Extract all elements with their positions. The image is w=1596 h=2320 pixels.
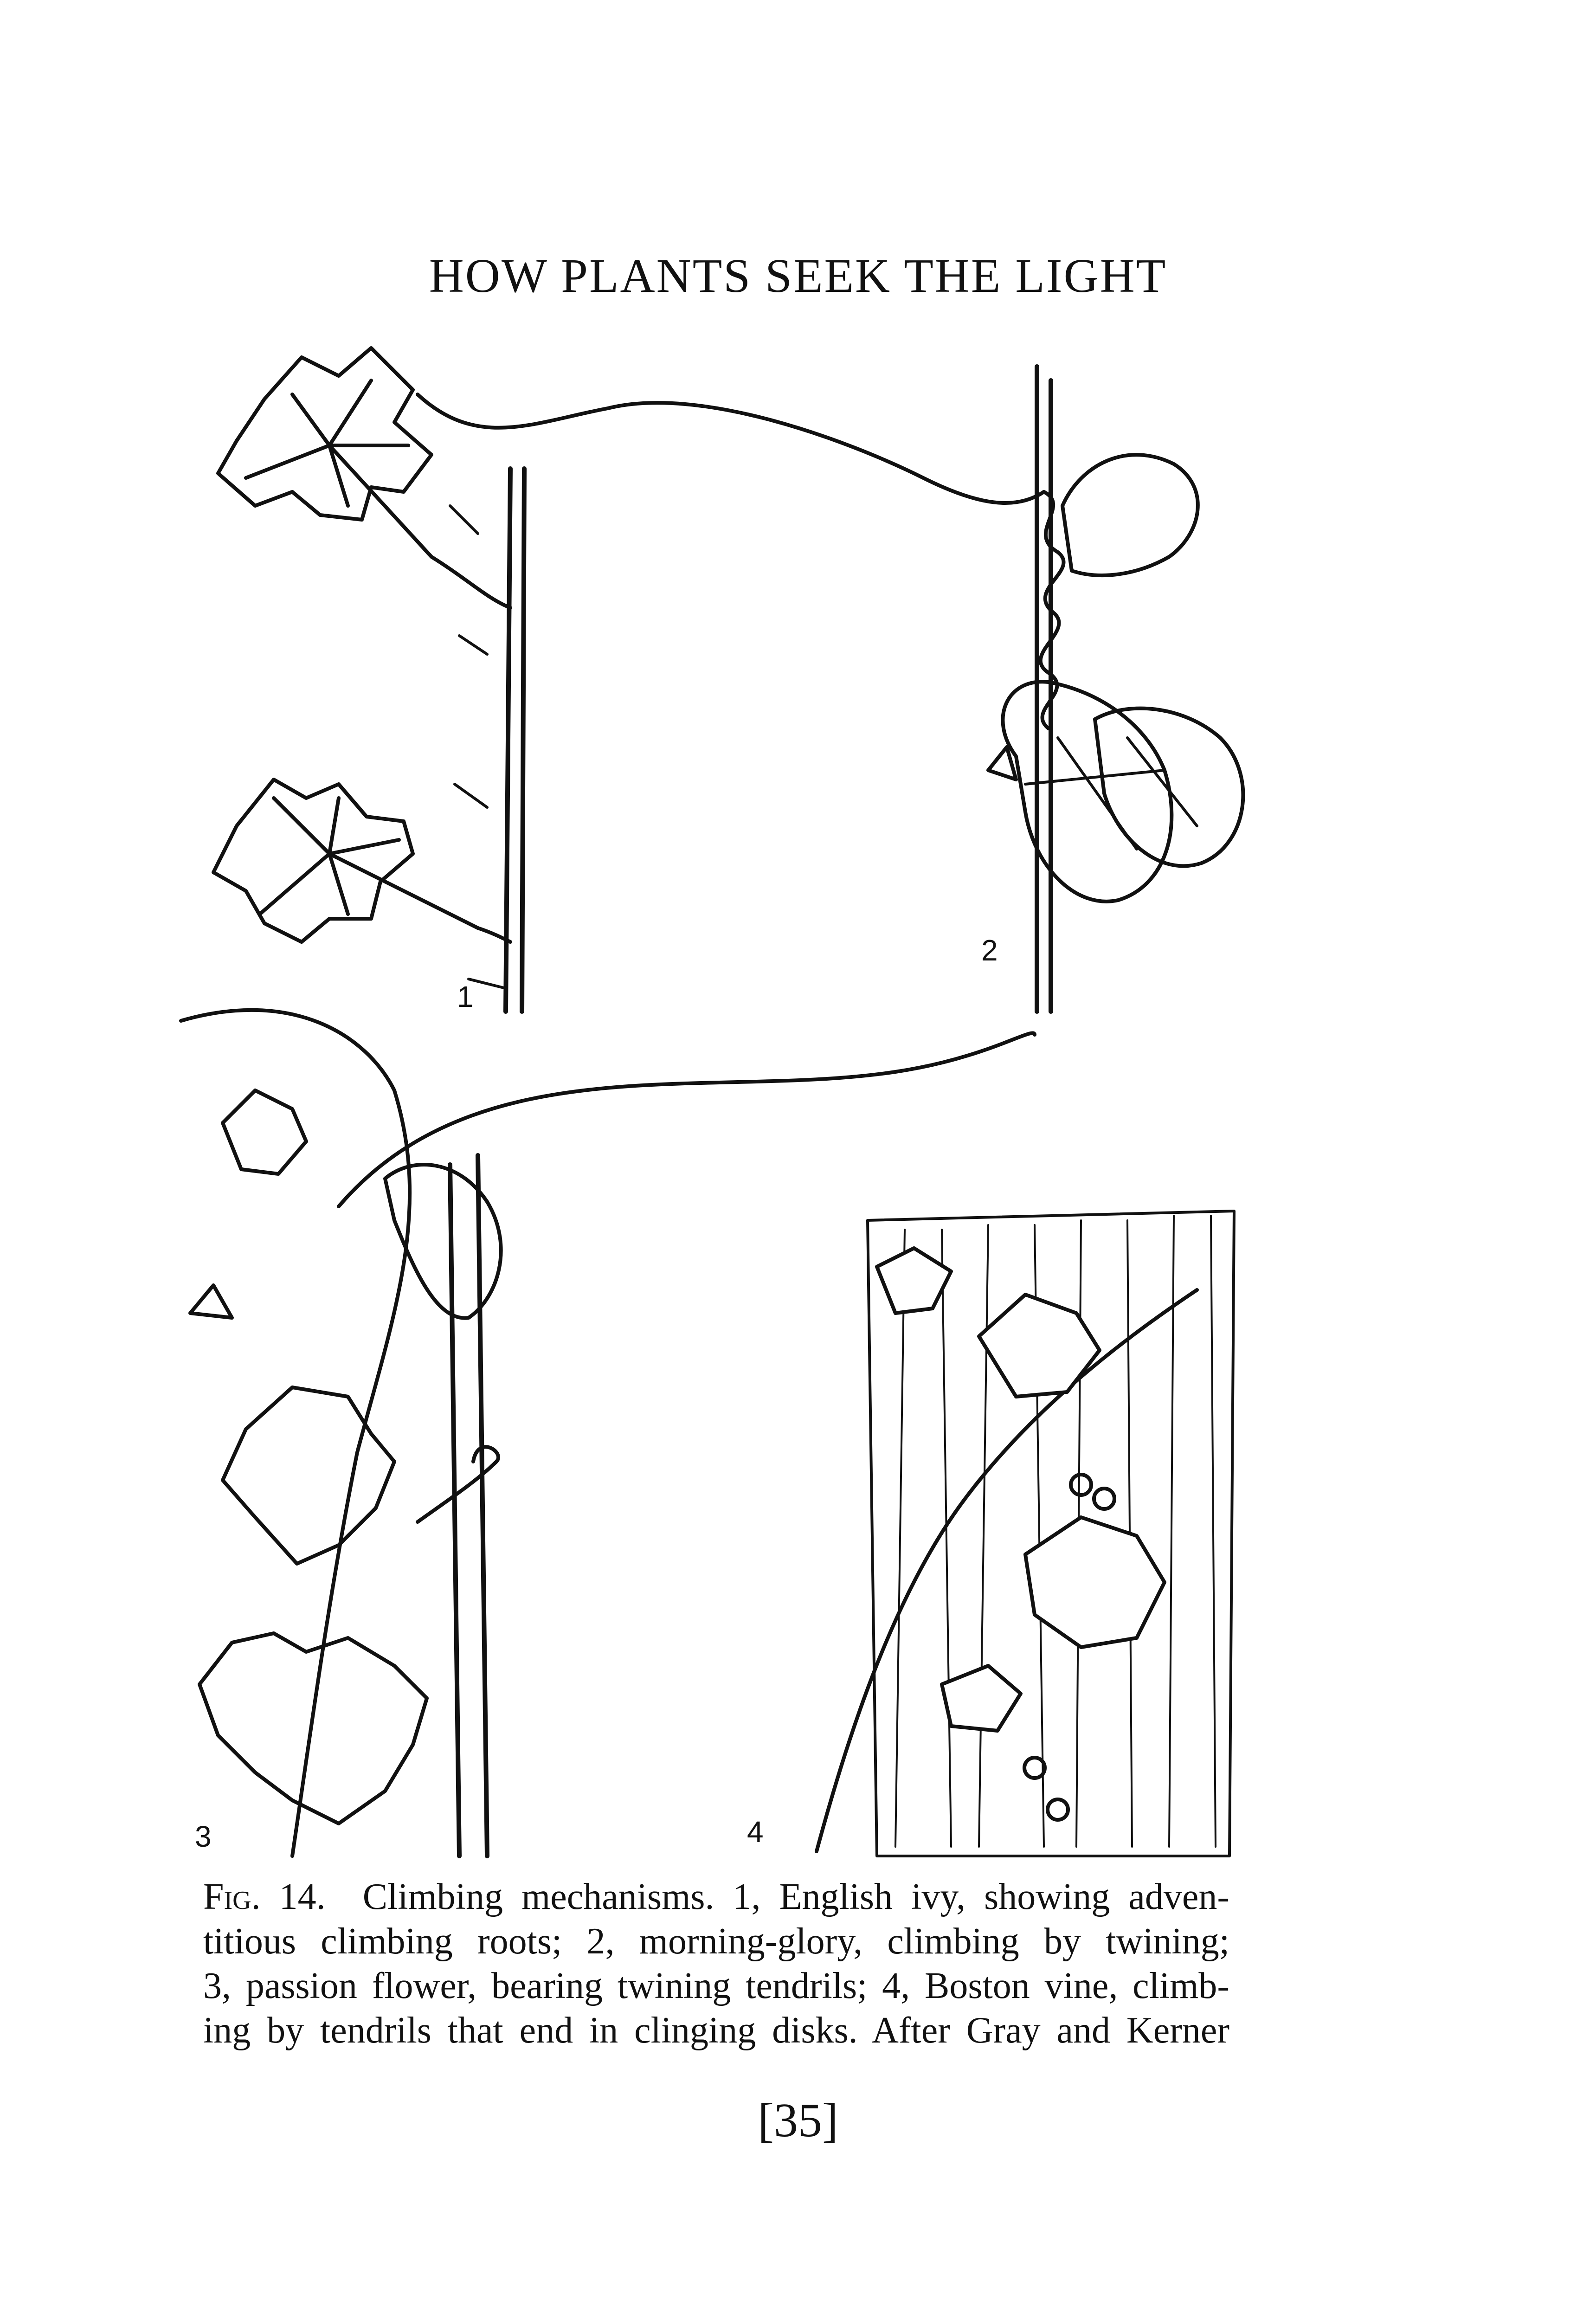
panel-2-morning-glory-drawing xyxy=(418,367,1243,1012)
figure-illustration xyxy=(153,339,1267,1870)
figure-caption xyxy=(203,1875,1229,2053)
panel-1-label: 1 xyxy=(457,980,474,1013)
panel-1-english-ivy-drawing xyxy=(213,348,524,1012)
caption-line-3: 3, passion flower, bearing twining tendrils; 4, Boston vine, climb- xyxy=(203,1966,1229,2006)
figure-label: Fig. 14. xyxy=(203,1876,326,1917)
panel-3-passion-flower-drawing xyxy=(181,1010,1035,1856)
caption-line-4: ing by tendrils that end in clinging disks. After Gray and Kerner xyxy=(203,2010,1229,2051)
panel-3-label: 3 xyxy=(195,1820,212,1853)
panel-4-boston-vine-drawing xyxy=(817,1211,1234,1856)
caption-line-1: Climbing mechanisms. 1, English ivy, showing adven- xyxy=(362,1876,1230,1917)
panel-2-label: 2 xyxy=(981,934,998,967)
page-number: [35] xyxy=(758,2094,838,2147)
caption-line-2: titious climbing roots; 2, morning-glory, climbing by twining; xyxy=(203,1921,1229,1962)
running-head: HOW PLANTS SEEK THE LIGHT xyxy=(429,249,1167,303)
panel-4-label: 4 xyxy=(747,1815,764,1849)
